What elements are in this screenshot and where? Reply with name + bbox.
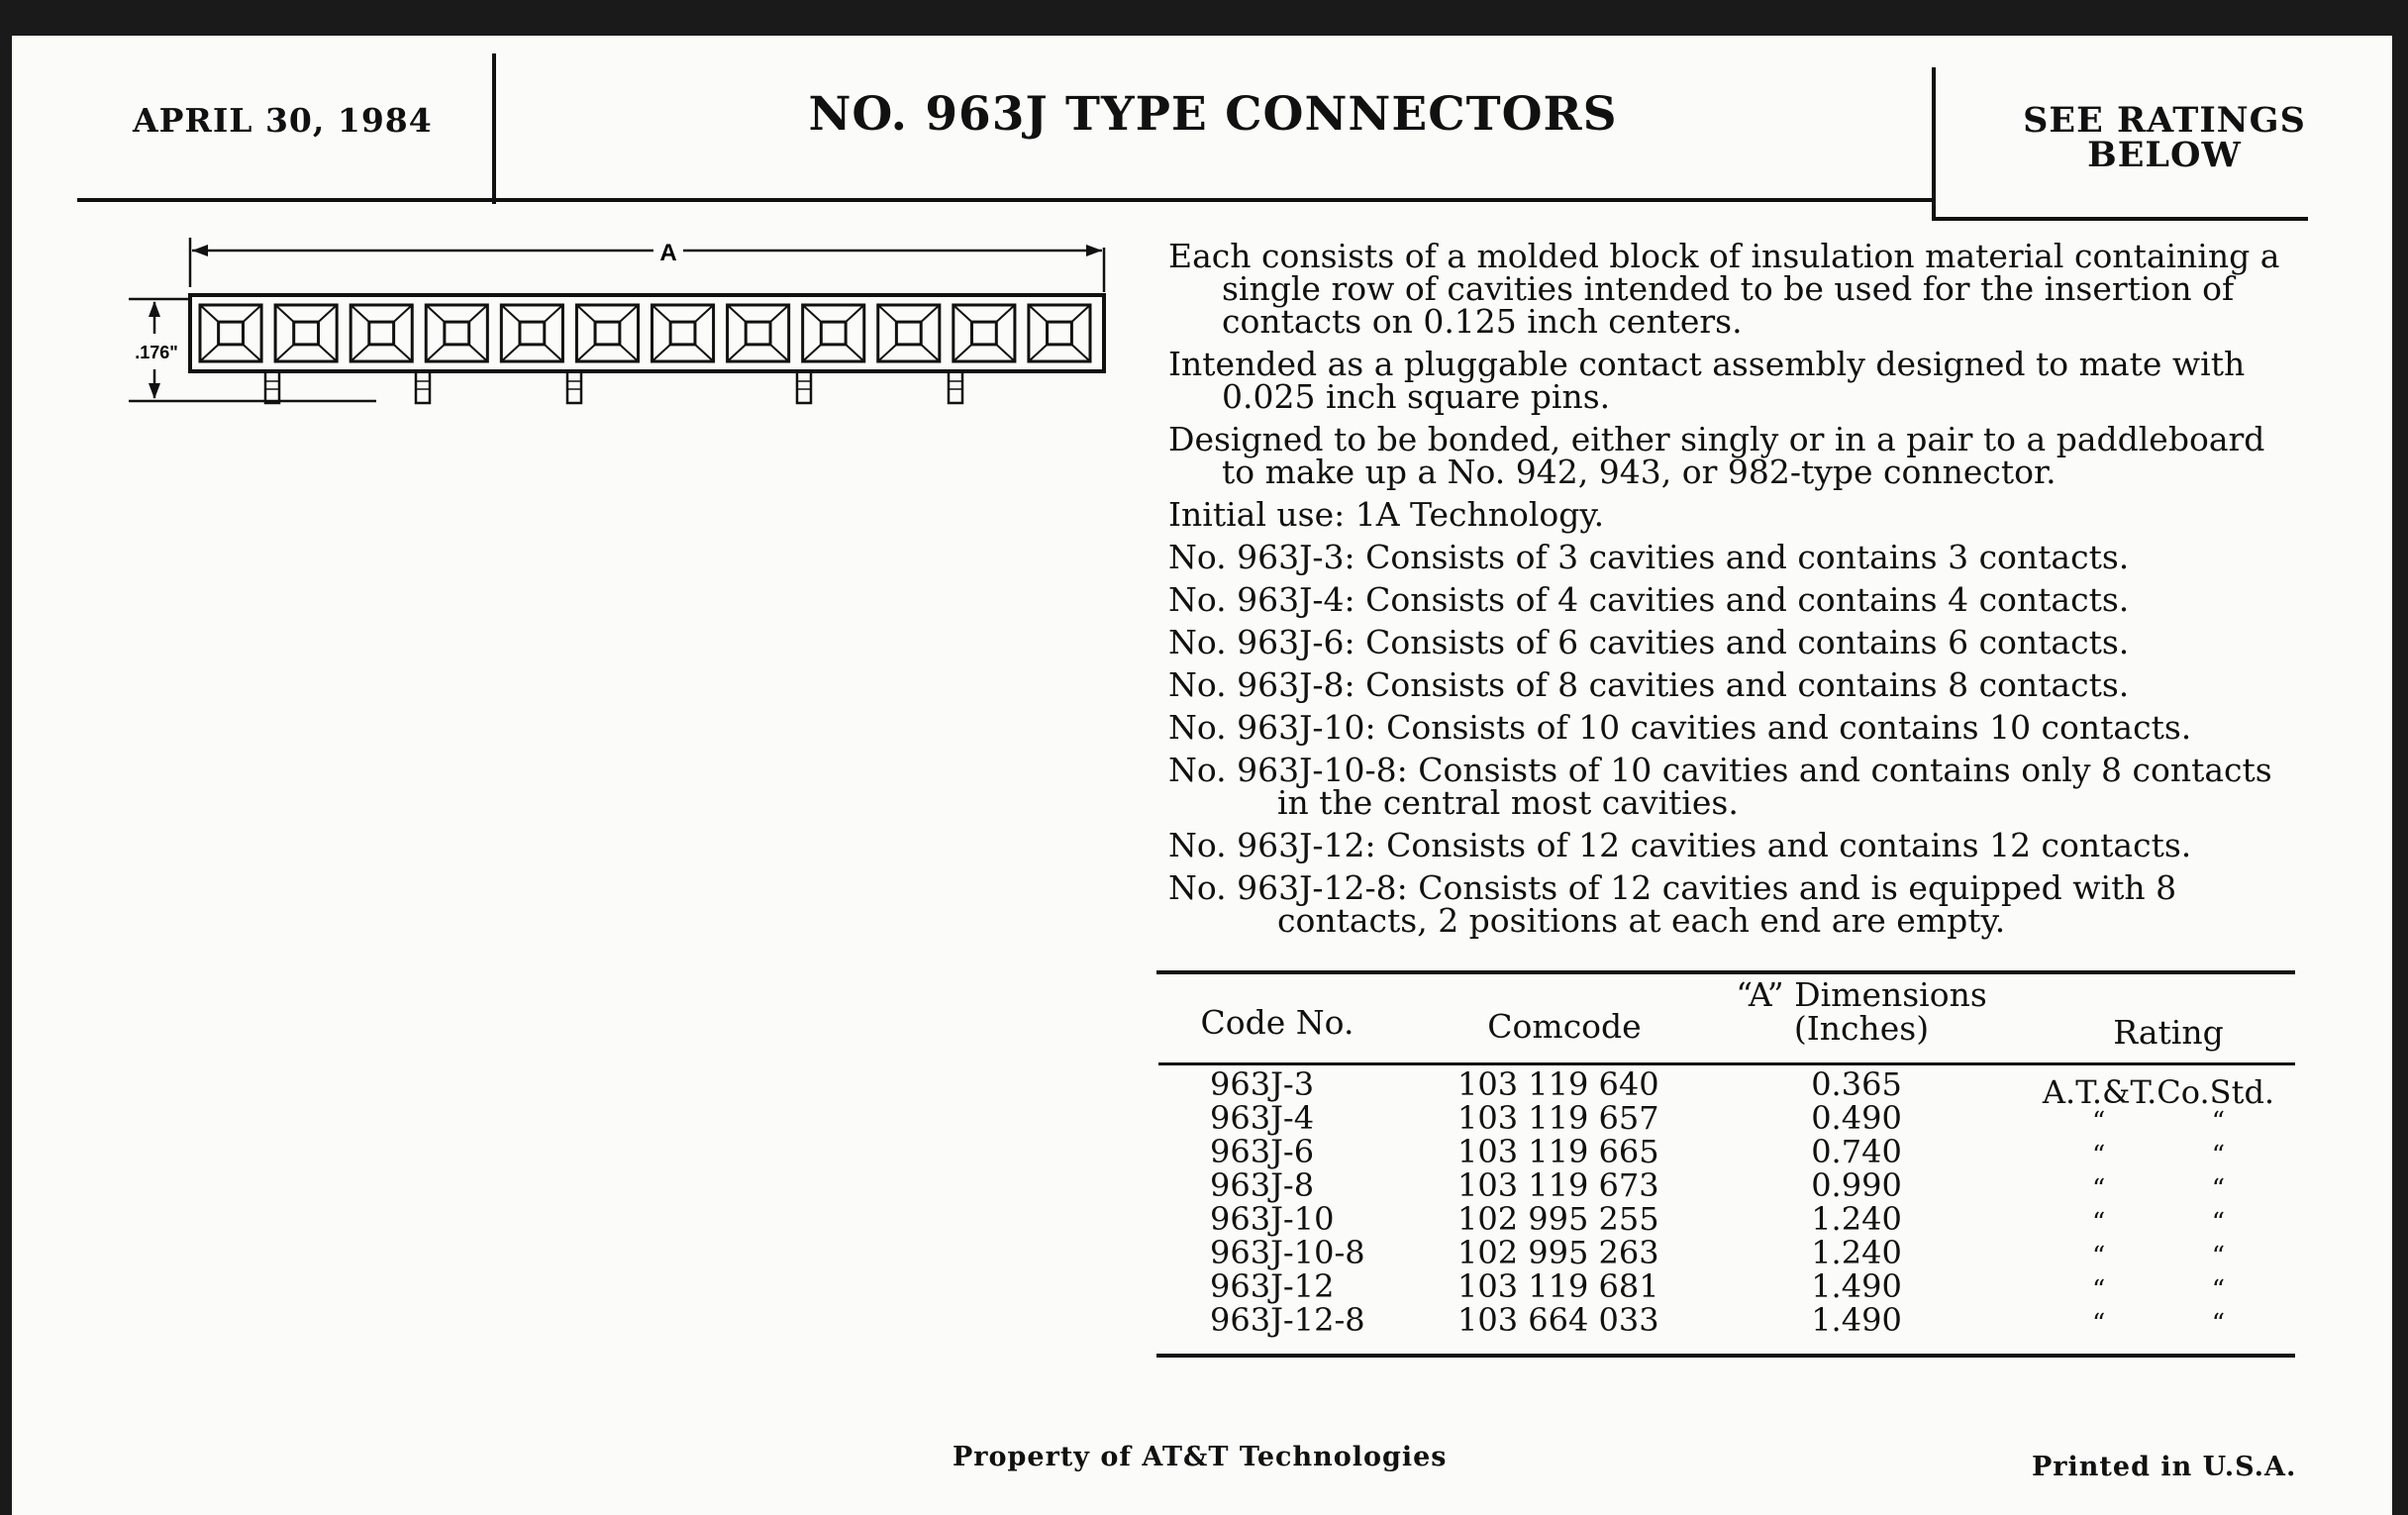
issue-date: APRIL 30, 1984 (133, 101, 433, 140)
cavity (728, 305, 789, 361)
description-paragraph: No. 963J-4: Consists of 4 cavities and contains 4 contacts. (1168, 580, 2130, 619)
cell-dimension: 1.240 (1811, 1234, 1902, 1271)
footer-property: Property of AT&T Technologies (953, 1442, 1448, 1472)
cell-comcode: 103 119 640 (1457, 1065, 1659, 1103)
col-header-dimensions (1683, 975, 2040, 1048)
ratings-note-line1: SEE RATINGS (2023, 100, 2306, 141)
cell-code: 963J-3 (1210, 1065, 1315, 1103)
description-paragraph: No. 963J-3: Consists of 3 cavities and contains 3 contacts. (1168, 538, 2130, 576)
description-paragraph: No. 963J-6: Consists of 6 cavities and contains 6 contacts. (1168, 623, 2130, 661)
description (1168, 237, 2305, 947)
cavity (1029, 305, 1090, 361)
cell-rating: “ “ (2091, 1174, 2226, 1204)
col-header-dimensions-line2: (Inches) (1793, 1009, 1930, 1048)
description-paragraph: Designed to be bonded, either singly or in a pair to a paddleboard to make up a No. 942, 943, or 982-type connector. (1168, 420, 2265, 491)
cell-code: 963J-12 (1210, 1267, 1335, 1305)
arrow-a-left (192, 245, 208, 256)
cavity (576, 305, 638, 361)
ratings-note-line2: BELOW (2087, 135, 2242, 175)
cell-dimension: 1.240 (1811, 1200, 1902, 1238)
dim-a-label: A (659, 240, 677, 266)
cell-comcode: 103 119 665 (1457, 1133, 1659, 1170)
description-paragraph: No. 963J-12-8: Consists of 12 cavities and is equipped with 8 contacts, 2 positions at each end are empty. (1168, 868, 2177, 940)
col-header-dimensions-line1: “A” Dimensions (1736, 975, 1987, 1014)
cell-code: 963J-8 (1210, 1166, 1315, 1204)
table-rule-bottom (1156, 1354, 2295, 1358)
header-divider-left (492, 53, 496, 204)
cell-dimension: 1.490 (1811, 1267, 1902, 1305)
cell-dimension: 1.490 (1811, 1301, 1902, 1339)
cell-comcode: 103 119 657 (1457, 1099, 1659, 1137)
cell-code: 963J-10-8 (1210, 1234, 1365, 1271)
cell-dimension: 0.365 (1811, 1065, 1902, 1103)
pin (797, 371, 811, 403)
cell-comcode: 102 995 263 (1457, 1234, 1659, 1271)
ratings-note (1947, 100, 2382, 175)
table-rule-top (1156, 970, 2295, 974)
description-paragraph: Intended as a pluggable contact assembly designed to mate with 0.025 inch square pins. (1168, 345, 2246, 416)
description-paragraph: Initial use: 1A Technology. (1168, 495, 1605, 534)
dim-height-label: .176" (135, 343, 178, 362)
header-divider-right (1932, 67, 1936, 218)
cell-dimension: 0.990 (1811, 1166, 1902, 1204)
arrow-h-top (149, 301, 160, 317)
cavity (501, 305, 562, 361)
table-rule-header (1158, 1062, 2295, 1065)
col-header-code: Code No. (1200, 1003, 1354, 1042)
cell-rating: “ “ (2091, 1242, 2226, 1271)
cavity (878, 305, 940, 361)
footer-printed: Printed in U.S.A. (2032, 1452, 2297, 1482)
cell-comcode: 102 995 255 (1457, 1200, 1659, 1238)
pin (567, 371, 581, 403)
cell-rating: “ “ (2091, 1275, 2226, 1305)
connector-drawing (119, 223, 1129, 421)
pin (949, 371, 962, 403)
description-paragraph: Each consists of a molded block of insulation material containing a single row of cavities intended to be used for the insertion of contacts on 0.125 inch centers. (1168, 237, 2280, 341)
cell-rating: “ “ (2091, 1208, 2226, 1238)
arrow-a-right (1086, 245, 1102, 256)
cell-rating: “ “ (2091, 1141, 2226, 1170)
cell-code: 963J-10 (1210, 1200, 1335, 1238)
cell-rating: A.T.&T.Co.Std. (2042, 1073, 2275, 1111)
header-rule-left (77, 198, 1933, 202)
cavity (652, 305, 714, 361)
cell-code: 963J-6 (1210, 1133, 1315, 1170)
connector-body (190, 295, 1104, 371)
cell-rating: “ “ (2091, 1309, 2226, 1339)
cell-comcode: 103 119 681 (1457, 1267, 1659, 1305)
header-rule-right (1932, 217, 2308, 221)
cell-comcode: 103 119 673 (1457, 1166, 1659, 1204)
cell-code: 963J-4 (1210, 1099, 1315, 1137)
col-header-comcode: Comcode (1487, 1007, 1642, 1046)
cavity (803, 305, 864, 361)
pin (416, 371, 430, 403)
cavity (200, 305, 261, 361)
col-header-rating: Rating (2113, 1013, 2224, 1052)
cell-comcode: 103 664 033 (1457, 1301, 1659, 1339)
cavity (351, 305, 412, 361)
cell-dimension: 0.490 (1811, 1099, 1902, 1137)
description-paragraph: No. 963J-10-8: Consists of 10 cavities and contains only 8 contacts in the central most cavities. (1168, 751, 2272, 822)
description-paragraph: No. 963J-10: Consists of 10 cavities and contains 10 contacts. (1168, 708, 2192, 747)
cavity (953, 305, 1015, 361)
arrow-h-bottom (149, 383, 160, 399)
page-title: NO. 963J TYPE CONNECTORS (808, 87, 1618, 142)
cell-dimension: 0.740 (1811, 1133, 1902, 1170)
description-paragraph: No. 963J-8: Consists of 8 cavities and contains 8 contacts. (1168, 665, 2130, 704)
pin (265, 371, 279, 403)
cavity (275, 305, 337, 361)
cell-code: 963J-12-8 (1210, 1301, 1365, 1339)
description-paragraph: No. 963J-12: Consists of 12 cavities and contains 12 contacts. (1168, 826, 2192, 864)
cell-rating: “ “ (2091, 1107, 2226, 1137)
cavity (426, 305, 487, 361)
